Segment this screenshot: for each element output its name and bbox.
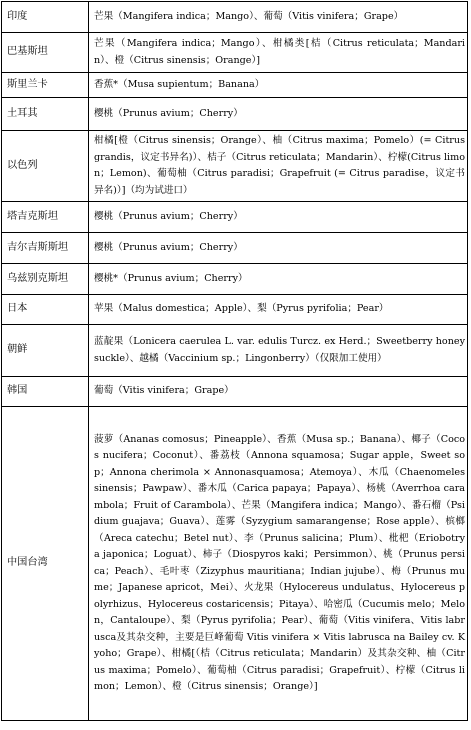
country-cell: 土耳其	[2, 98, 89, 131]
table-row	[2, 131, 468, 202]
country-cell: 日本	[2, 295, 89, 325]
products-cell: 柑橘[橙（Citrus sinensis；Orange）、柚（Citrus maxima；Pomelo）(= Citrus grandis，议定书异名)）、桔子（Citrus reticulata；Mandarin）、柠檬(Citrus limon；Lemon)、葡萄柚（Citrus paradisi；Grapefruit (= Citrus paradise，议定书异名)）]（均为试进口）	[89, 131, 468, 202]
products-cell: 樱桃（Prunus avium；Cherry）	[89, 98, 468, 131]
products-cell: 樱桃（Prunus avium；Cherry）	[89, 202, 468, 233]
country-cell: 吉尔吉斯斯坦	[2, 233, 89, 264]
country-cell: 斯里兰卡	[2, 73, 89, 98]
table-row	[2, 98, 468, 131]
table-row	[2, 295, 468, 325]
country-cell: 朝鲜	[2, 325, 89, 377]
products-cell: 芒果（Mangifera indica；Mango）、柑橘类[桔（Citrus reticulata；Mandarin）、橙（Citrus sinensis；Orange）]	[89, 33, 468, 73]
table-row	[2, 264, 468, 295]
country-cell: 塔吉克斯坦	[2, 202, 89, 233]
country-fruit-table	[1, 1, 468, 721]
country-cell: 以色列	[2, 131, 89, 202]
products-cell: 蓝靛果（Lonicera caerulea L. var. edulis Turcz. ex Herd.；Sweetberry honeysuckle）、越橘（Vaccinium sp.；Lingonberry）（仅限加工使用）	[89, 325, 468, 377]
products-cell: 苹果（Malus domestica；Apple）、梨（Pyrus pyrifolia；Pear）	[89, 295, 468, 325]
table-row	[2, 2, 468, 33]
table-row	[2, 233, 468, 264]
products-cell: 樱桃（Prunus avium；Cherry）	[89, 233, 468, 264]
table-row	[2, 33, 468, 73]
products-cell: 芒果（Mangifera indica；Mango）、葡萄（Vitis vinifera；Grape）	[89, 2, 468, 33]
products-cell: 樱桃*（Prunus avium；Cherry）	[89, 264, 468, 295]
table-row	[2, 202, 468, 233]
country-cell: 巴基斯坦	[2, 33, 89, 73]
table-row	[2, 325, 468, 377]
table-row	[2, 407, 468, 721]
country-cell: 中国台湾	[2, 407, 89, 721]
table-row	[2, 73, 468, 98]
products-cell: 葡萄（Vitis vinifera；Grape）	[89, 377, 468, 407]
table-row	[2, 377, 468, 407]
country-cell: 印度	[2, 2, 89, 33]
products-cell: 香蕉*（Musa supientum；Banana）	[89, 73, 468, 98]
country-cell: 韩国	[2, 377, 89, 407]
country-cell: 乌兹别克斯坦	[2, 264, 89, 295]
products-cell: 菠萝（Ananas comosus；Pineapple）、香蕉（Musa sp.；Banana）、椰子（Cocos nucifera；Coconut）、番荔枝（Annona squamosa；Sugar apple，Sweet sop；Annona cherimola × Annonasquamosa；Atemoya）、木瓜（Chaenomeles sinensis；Pawpaw）、番木瓜（Carica papaya；Papaya）、杨桃（Averrhoa carambola；Fruit of Carambola）、芒果（Mangifera indica；Mango）、番石榴（Psidium guajava；Guava）、莲雾（Syzygium samarangense；Rose apple）、槟榔（Areca catechu；Betel nut）、李（Prunus salicina；Plum）、枇杷（Eriobotrya japonica；Loguat）、柿子（Diospyros kaki；Persimmon）、桃（Prunus persica；Peach）、毛叶枣（Zizyphus mauritiana；Indian jujube）、梅（Prunus mume；Japanese apricot，Mei）、火龙果（Hylocereus undulatus、Hylocereus polyrhizus、Hylocereus costaricensis；Pitaya）、哈密瓜（Cucumis melo；Melon，Cantaloupe）、梨（Pyrus pyrifolia；Pear）、葡萄（Vitis vinifera、Vitis labrusca及其杂交种，主要是巨峰葡萄 Vitis vinifera × Vitis labrusca na Bailey cv. Kyoho；Grape）、柑橘[（桔（Citrus reticulata；Mandarin）及其杂交种、柚（Citrus maxima；Pomelo）、葡萄柚（Citrus paradisi；Grapefruit）、柠檬（Citrus limon；Lemon）、橙（Citrus sinensis；Orange）]	[89, 407, 468, 721]
